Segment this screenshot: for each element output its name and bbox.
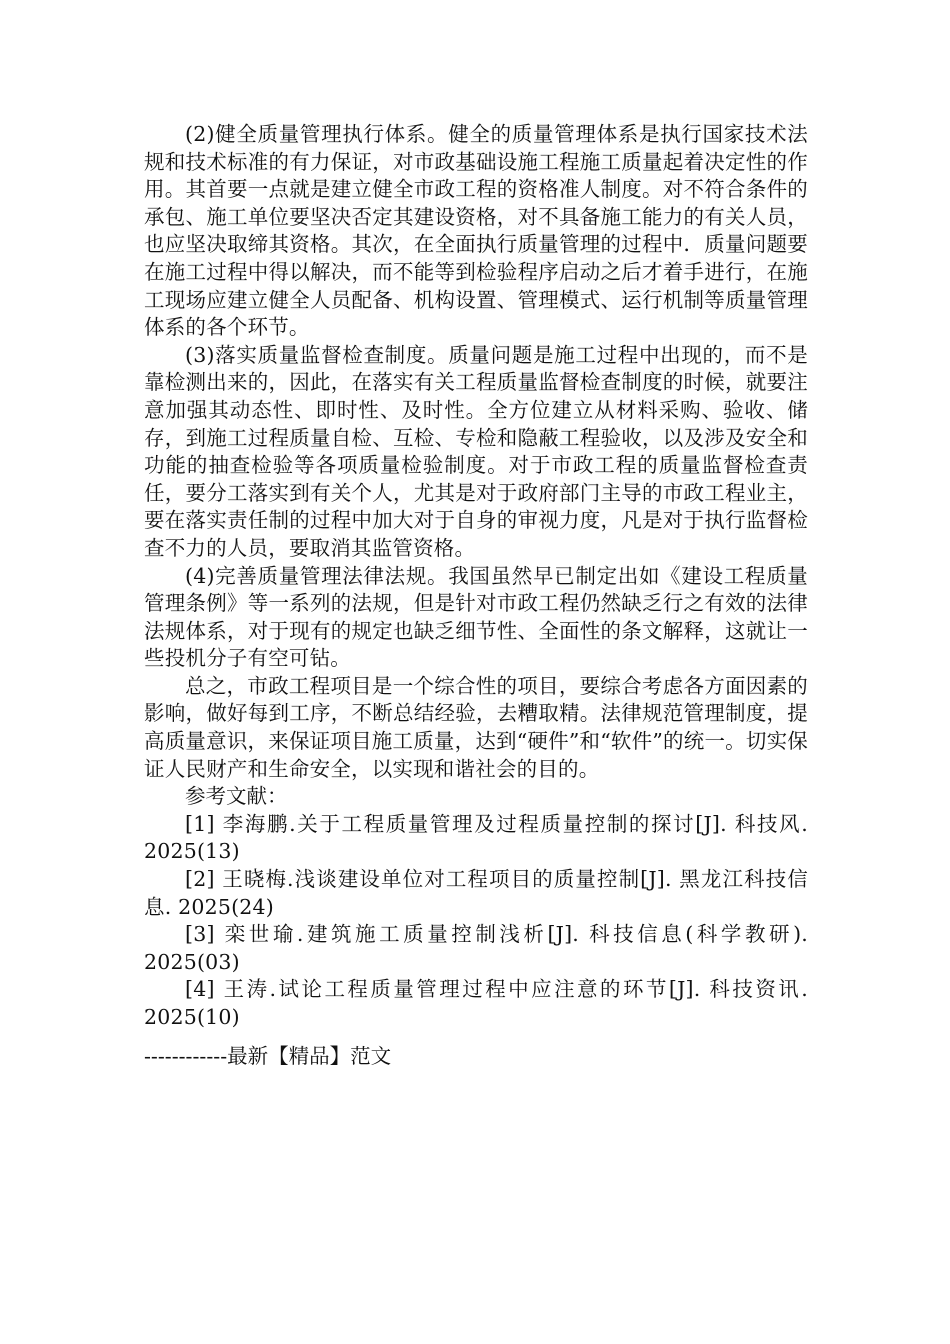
references-heading: 参考文献： (185, 784, 288, 809)
reference-item-4: [4] 王涛.试论工程质量管理过程中应注意的环节[J]. 科技资讯. 2025(10) (144, 977, 808, 1029)
reference-item-1: [1] 李海鹏.关于工程质量管理及过程质量控制的探讨[J]. 科技风. 2025(13) (144, 811, 808, 864)
paragraph-conclusion: 总之，市政工程项目是一个综合性的项目，要综合考虑各方面因素的影响，做好每到工序，不断总结经验，去糟取精。法律规范管理制度，提高质量意识，来保证项目施工质量，达到“硬件”和“软件”的统一。切实保证人民财产和生命安全，以实现和谐社会的目的。 (144, 673, 808, 781)
paragraph-quality-system: (2)健全质量管理执行体系。健全的质量管理体系是执行国家技术法规和技术标准的有力保证，对市政基础设施工程施工质量起着决定性的作用。其首要一点就是建立健全市政工程的资格准人制度。对不符合条件的承包、施工单位要坚决否定其建设资格，对不具备施工能力的有关人员，也应坚决取缔其资格。其次，在全面执行质量管理的过程中．质量问题要在施工过程中得以解决，而不能等到检验程序启动之后才着手进行，在施工现场应建立健全人员配备、机构设置、管理模式、运行机制等质量管理体系的各个环节。 (144, 122, 808, 340)
reference-item-2: [2] 王晓梅.浅谈建设单位对工程项目的质量控制[J]. 黑龙江科技信息. 2025(24) (144, 867, 808, 919)
reference-item-3: [3] 栾世瑜.建筑施工质量控制浅析[J]. 科技信息(科学教研). 2025(03) (144, 922, 808, 974)
paragraph-supervision: (3)落实质量监督检查制度。质量问题是施工过程中出现的，而不是靠检测出来的，因此，在落实有关工程质量监督检查制度的时候，就要注意加强其动态性、即时性、及时性。全方位建立从材料采购、验收、储存，到施工过程质量自检、互检、专检和隐蔽工程验收，以及涉及安全和功能的抽查检验等各项质量检验制度。对于市政工程的质量监督检查责任，要分工落实到有关个人，尤其是对于政府部门主导的市政工程业主，要在落实责任制的过程中加大对于自身的审视力度，凡是对于执行监督检查不力的人员，要取消其监管资格。 (144, 342, 808, 560)
document-body (144, 121, 808, 1032)
footer-tagline: ------------最新【精品】范文 (144, 1044, 392, 1068)
paragraph-regulations: (4)完善质量管理法律法规。我国虽然早已制定出如《建设工程质量管理条例》等一系列的法规，但是针对市政工程仍然缺乏行之有效的法律法规体系，对于现有的规定也缺乏细节性、全面性的条文解释，这就让一些投机分子有空可钻。 (144, 563, 808, 671)
